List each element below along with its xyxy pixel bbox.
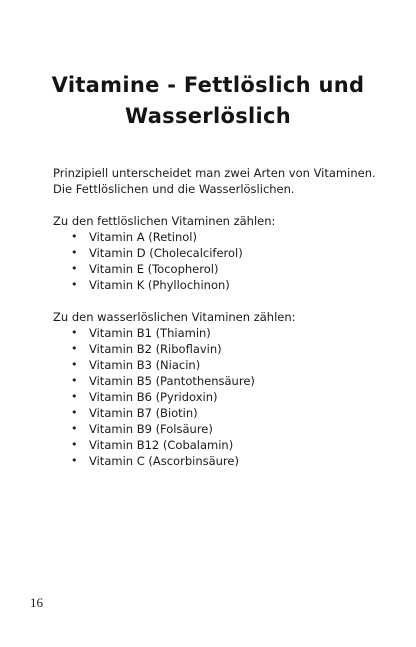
list-item <box>53 421 393 437</box>
intro-line-1: Prinzipiell unterscheidet man zwei Arten von Vitaminen. <box>53 166 376 180</box>
list-item <box>53 437 393 453</box>
body-text <box>53 165 393 469</box>
bullet-icon: • <box>71 230 78 243</box>
spacer <box>53 293 393 309</box>
list-item-label: Vitamin B6 (Pyridoxin) <box>89 390 218 404</box>
page-number: 16 <box>30 595 43 610</box>
list-item-label: Vitamin D (Cholecalciferol) <box>89 246 243 260</box>
list-item-label: Vitamin E (Tocopherol) <box>89 262 219 276</box>
fat-soluble-list <box>53 229 393 293</box>
list-item <box>53 389 393 405</box>
bullet-icon: • <box>71 454 78 467</box>
bullet-icon: • <box>71 422 78 435</box>
intro-line-2: Die Fettlöslichen und die Wasserlöslichen. <box>53 182 295 196</box>
list-item <box>53 373 393 389</box>
list-item-label: Vitamin B7 (Biotin) <box>89 406 198 420</box>
bullet-icon: • <box>71 342 78 355</box>
list-item-label: Vitamin B2 (Riboflavin) <box>89 342 222 356</box>
bullet-icon: • <box>71 358 78 371</box>
intro-paragraph <box>53 165 393 197</box>
list-item <box>53 261 393 277</box>
bullet-icon: • <box>71 326 78 339</box>
bullet-icon: • <box>71 438 78 451</box>
bullet-icon: • <box>71 278 78 291</box>
list-item <box>53 325 393 341</box>
list-item-label: Vitamin K (Phyllochinon) <box>89 278 230 292</box>
list-item-label: Vitamin B12 (Cobalamin) <box>89 438 234 452</box>
list-item <box>53 229 393 245</box>
bullet-icon: • <box>71 406 78 419</box>
list-item-label: Vitamin A (Retinol) <box>89 230 197 244</box>
spacer <box>53 197 393 213</box>
list-item-label: Vitamin B1 (Thiamin) <box>89 326 211 340</box>
list-item-label: Vitamin B5 (Pantothensäure) <box>89 374 255 388</box>
list-item <box>53 357 393 373</box>
bullet-icon: • <box>71 374 78 387</box>
list-item-label: Vitamin C (Ascorbinsäure) <box>89 454 239 468</box>
fat-soluble-heading: Zu den fettlöslichen Vitaminen zählen: <box>53 214 276 228</box>
water-soluble-heading: Zu den wasserlöslichen Vitaminen zählen: <box>53 310 296 324</box>
list-item <box>53 277 393 293</box>
list-item <box>53 245 393 261</box>
page-title <box>30 70 386 132</box>
list-item <box>53 405 393 421</box>
bullet-icon: • <box>71 390 78 403</box>
list-item <box>53 453 393 469</box>
list-item-label: Vitamin B3 (Niacin) <box>89 358 201 372</box>
page-title-line-1: Vitamine - Fettlöslich und <box>51 73 365 97</box>
list-item <box>53 341 393 357</box>
water-soluble-list <box>53 325 393 469</box>
bullet-icon: • <box>71 262 78 275</box>
list-item-label: Vitamin B9 (Folsäure) <box>89 422 213 436</box>
bullet-icon: • <box>71 246 78 259</box>
page-title-line-2: Wasserlöslich <box>124 104 291 128</box>
